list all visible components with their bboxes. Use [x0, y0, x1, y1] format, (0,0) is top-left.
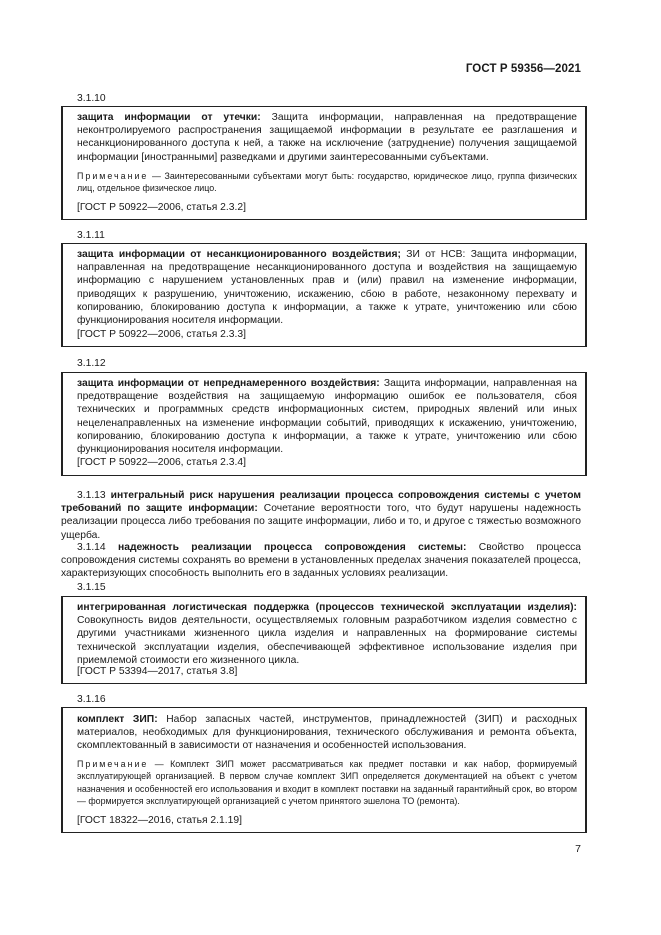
term-title: интегрированная логистическая поддержка (процессов технической эксплуатации изделия):: [77, 602, 577, 613]
term-title: защита информации от утечки:: [77, 112, 261, 123]
standard-code-header: ГОСТ Р 59356—2021: [465, 63, 581, 75]
definition-text: Набор запасных частей, инструментов, принадлежностей (ЗИП) и расходных материалов, необходимых для функционирования, технического обслуживания и ремонта объекта, скомплектованный в зависимости от назначения и особенностей использования.: [77, 714, 577, 752]
definition-text: Совокупность видов деятельности, осуществляемых головным разработчиком изделия совместно с другими участниками жизненного цикла изделия и направленных на формирование системы технической эксплуатации изделия, обеспечивающей эффективное использование изделия при приемлемой стоимости его жизненного цикла.: [77, 615, 577, 666]
note-text: — Заинтересованными субъектами могут быть: государство, юридическое лицо, группа физических лиц, отдельное физическое лицо.: [77, 171, 577, 194]
term-number-3-1-14: 3.1.14: [77, 542, 106, 553]
term-definition-3-1-10: [77, 111, 577, 164]
term-title: защита информации от непреднамеренного воздействия:: [77, 378, 380, 389]
term-title: интегральный риск нарушения реализации процесса сопровождения системы с учетом требований по защите информации:: [61, 490, 581, 515]
term-title: защита информации от несанкционированного воздействия;: [77, 249, 401, 260]
note-3-1-10: [77, 170, 577, 195]
term-definition-3-1-16: [77, 713, 577, 753]
term-number-3-1-10: 3.1.10: [77, 93, 106, 104]
term-definition-3-1-11: [77, 248, 577, 327]
page-number: 7: [575, 843, 581, 855]
term-number-3-1-13: 3.1.13: [77, 490, 106, 501]
term-number-3-1-11: 3.1.11: [77, 230, 105, 241]
term-number-3-1-12: 3.1.12: [77, 358, 106, 369]
note-label: Примечание: [77, 171, 149, 181]
note-label: Примечание: [77, 759, 149, 769]
source-reference-3-1-15: [ГОСТ Р 53394—2017, статья 3.8]: [77, 666, 238, 677]
definition-text: Сочетание вероятности того, что будут нарушены надежность реализации процесса либо требования по защите информации, либо и то, и другое с тяжестью возможного ущерба.: [61, 503, 581, 541]
note-3-1-16: [77, 758, 577, 808]
term-title: надежность реализации процесса сопровождения системы:: [118, 542, 467, 553]
term-definition-3-1-13: [61, 489, 581, 542]
term-definition-3-1-12: [77, 377, 577, 456]
definition-text: Защита информации, направленная на предотвращение воздействия на защищаемую информацию ошибок ее пользователя, сбоя технических и программных средств информационных систем, природных явлений или иных нецеленаправленных на изменение информации событий, приводящих к искажению, уничтожению, копированию, блокированию доступа к информации, а также к утрате, уничтожению или сбою функционирования носителя информации.: [77, 378, 578, 456]
source-reference-3-1-16: [ГОСТ 18322—2016, статья 2.1.19]: [77, 815, 242, 826]
term-title: комплект ЗИП:: [77, 714, 158, 725]
definition-text: Защита информации, направленная на предотвращение неконтролируемого распространения защищаемой информации в результате ее разглашения и несанкционированного доступа к ней, а также на исключение (затруднение) получения защищаемой информации [иностранными] разведками и другими заинтересованными субъектами.: [77, 112, 577, 163]
definition-text: ЗИ от НСВ: Защита информации, направленная на предотвращение несанкционированного доступа и воздействия на защищаемую информацию с нарушением установленных прав и (или) правил на изменение информации, приводящих к разрушению, уничтожению, искажению, сбою в работе, незаконному перехвату и копированию, блокированию доступа к информации, а также к утрате, уничтожению или сбою функционирования носителя информации.: [77, 249, 577, 327]
source-reference-3-1-12: [ГОСТ Р 50922—2006, статья 2.3.4]: [77, 457, 246, 468]
note-text: — Комплект ЗИП может рассматриваться как предмет поставки и как набор, формируемый эксплуатирующей организацией. В первом случае комплект ЗИП определяется документацией на объект с учетом назначения и особенностей его использования и входит в комплект поставки на заданный гарантийный срок, во втором — формируется эксплуатирующей организацией с учетом принятого эшелона ТО (ремонта).: [77, 759, 577, 807]
source-reference-3-1-11: [ГОСТ Р 50922—2006, статья 2.3.3]: [77, 329, 246, 340]
term-definition-3-1-14: [61, 541, 581, 581]
term-number-3-1-15: 3.1.15: [77, 582, 106, 593]
source-reference-3-1-10: [ГОСТ Р 50922—2006, статья 2.3.2]: [77, 202, 246, 213]
definition-text: Свойство процесса сопровождения системы сохранять во времени в установленных пределах значения показателей процесса, характеризующих способность выполнить его в заданных условиях реализации.: [61, 542, 581, 580]
term-definition-3-1-15: [77, 601, 577, 667]
term-number-3-1-16: 3.1.16: [77, 694, 106, 705]
